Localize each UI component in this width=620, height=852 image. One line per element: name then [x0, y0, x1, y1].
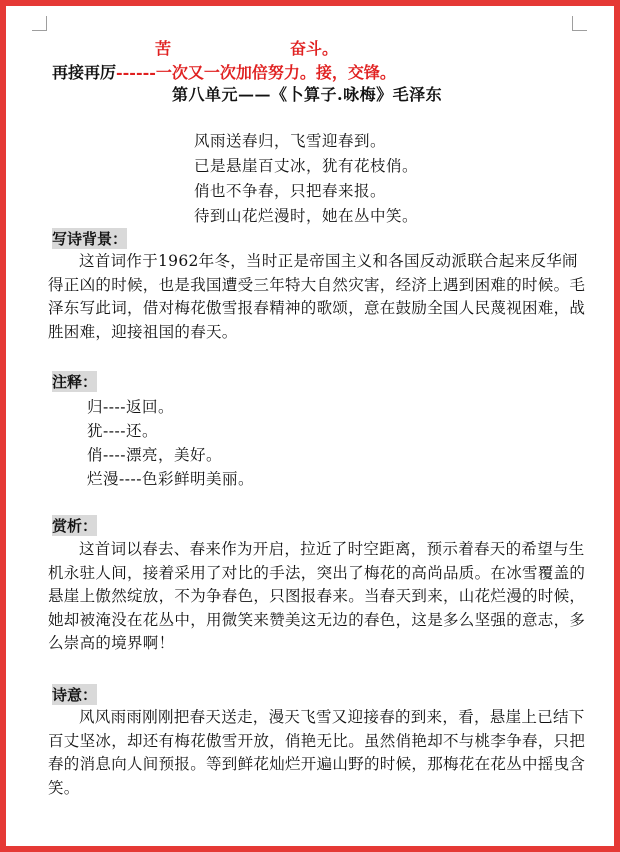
poem-line: 俏也不争春，只把春来报。 — [194, 182, 387, 200]
page-title: 第八单元——《卜算子.咏梅》毛泽东 — [172, 85, 443, 104]
header-red-word-2: 奋斗。 — [290, 39, 339, 58]
notes-heading: 注释： — [52, 373, 98, 391]
header-slogan: ------一次又一次加倍努力。接，交锋。 — [116, 63, 396, 82]
appreciation-text: 这首词以春去、春来作为开启，拉近了时空距离，预示着春天的希望与生机永驻人间，接着采用了对比的手法，突出了梅花的高尚品质。在冰雪覆盖的悬崖上傲然绽放，不为争春色，只图报春来。当春天到来，山花烂漫的时候，她却被淹没在花丛中，用微笑来赞美这无边的春色，这是多么坚强的意志，多么崇高的境界啊！ — [48, 540, 586, 652]
background-heading: 写诗背景： — [52, 230, 128, 248]
header-red-word-1: 苦 — [155, 39, 172, 58]
meaning-heading: 诗意： — [52, 686, 98, 704]
note-item: 烂漫----色彩鲜明美丽。 — [87, 470, 254, 488]
header-prefix: 再接再厉 — [52, 63, 117, 82]
note-item: 归----返回。 — [87, 398, 174, 416]
poem-line: 风雨送春归，飞雪迎春到。 — [194, 132, 387, 150]
poem-line: 待到山花烂漫时，她在丛中笑。 — [194, 207, 419, 225]
header-line — [52, 60, 396, 83]
poem-line: 已是悬崖百丈冰，犹有花枝俏。 — [194, 157, 419, 175]
meaning-text: 风风雨雨刚刚把春天送走，漫天飞雪又迎接春的到来，看，悬崖上已结下百丈坚冰，却还有梅花傲雪开放，俏艳无比。虽然俏艳却不与桃李争春，只把春的消息向人间预报。等到鲜花灿烂开遍山野的时候，那梅花在花丛中摇曳含笑。 — [48, 708, 586, 797]
background-text: 这首词作于1962年冬，当时正是帝国主义和各国反动派联合起来反华闹得正凶的时候，也是我国遭受三年特大自然灾害，经济上遇到困难的时候。毛泽东写此词，借对梅花傲雪报春精神的歌颂，意在鼓励全国人民蔑视困难，战胜困难，迎接祖国的春天。 — [48, 252, 586, 341]
note-item: 俏----漂亮，美好。 — [87, 446, 222, 464]
margin-corner-mark — [32, 16, 47, 31]
margin-corner-mark — [572, 16, 587, 31]
appreciation-heading: 赏析： — [52, 517, 98, 535]
note-item: 犹----还。 — [87, 422, 158, 440]
